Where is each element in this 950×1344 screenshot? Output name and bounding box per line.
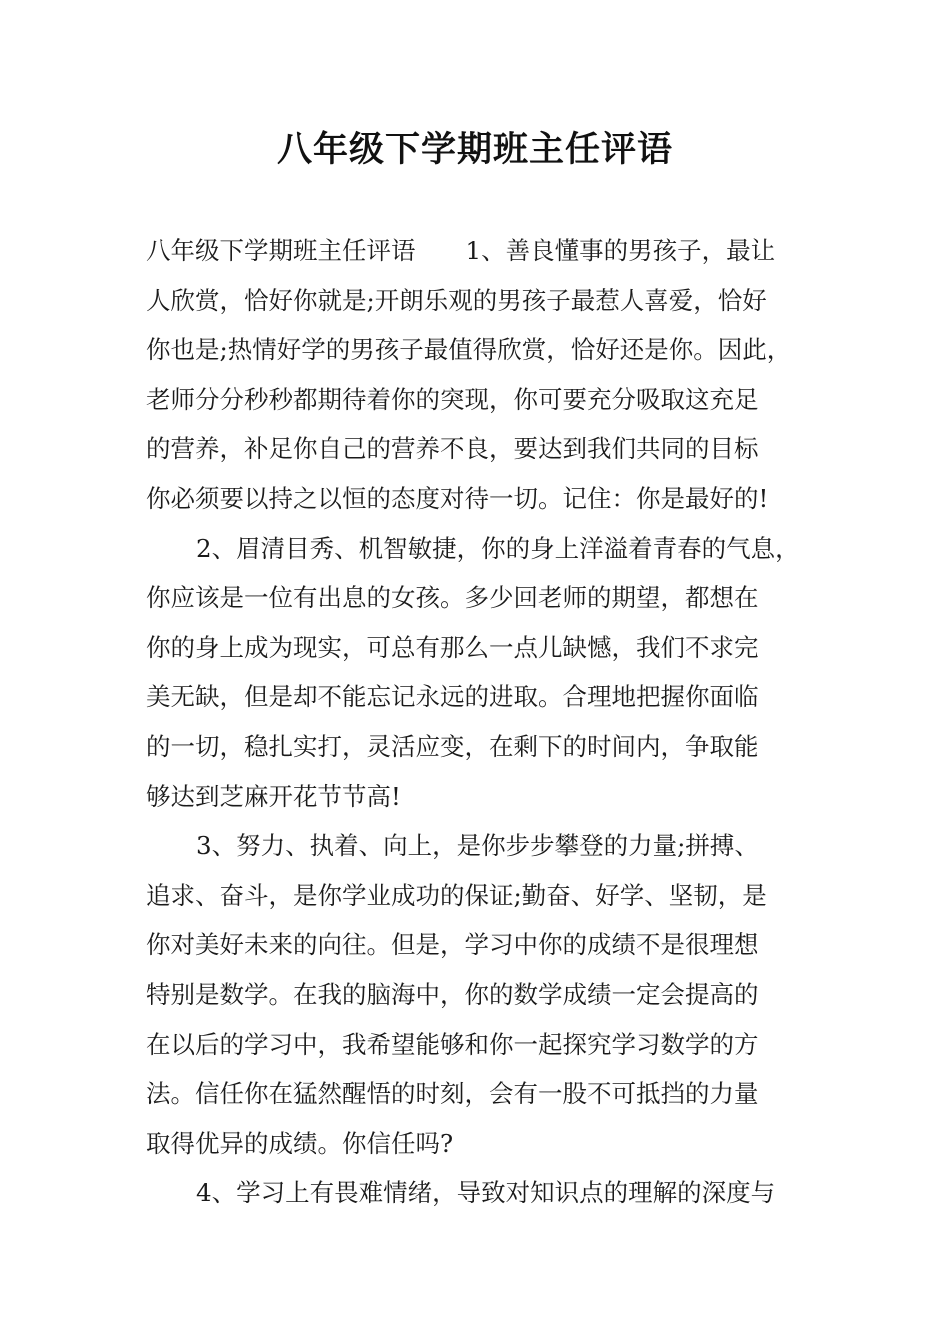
text-line [146, 226, 836, 276]
text-line: 老师分分秒秒都期待着你的突现，你可要充分吸取这充足 [146, 384, 759, 414]
text-line: 你也是;热情好学的男孩子最值得欣赏，恰好还是你。因此， [146, 335, 792, 365]
document-body [146, 226, 836, 1218]
line-text: 1、善良懂事的男孩子，最让 [465, 236, 776, 265]
text-line: 的一切，稳扎实打，灵活应变，在剩下的时间内，争取能 [146, 731, 759, 761]
text-line: 你必须要以持之以恒的态度对待一切。记住：你是最好的! [146, 483, 769, 513]
text-line: 你应该是一位有出息的女孩。多少回老师的期望，都想在 [146, 583, 759, 613]
text-line: 美无缺，但是却不能忘记永远的进取。合理地把握你面临 [146, 682, 759, 712]
text-line: 你对美好未来的向往。但是，学习中你的成绩不是很理想 [146, 930, 759, 960]
text-line: 你的身上成为现实，可总有那么一点儿缺憾，我们不求完 [146, 632, 759, 662]
document-title: 八年级下学期班主任评语 [276, 130, 673, 170]
text-line: 追求、奋斗，是你学业成功的保证;勤奋、好学、坚韧，是 [146, 880, 767, 910]
text-line: 在以后的学习中，我希望能够和你一起探究学习数学的方 [146, 1029, 759, 1059]
text-line: 的营养，补足你自己的营养不良，要达到我们共同的目标 [146, 434, 759, 464]
paragraph-start-line: 3、努力、执着、向上，是你步步攀登的力量;拼搏、 [196, 831, 759, 861]
text-line: 特别是数学。在我的脑海中，你的数学成绩一定会提高的 [146, 979, 759, 1009]
inline-heading: 八年级下学期班主任评语 [146, 236, 416, 265]
text-line: 取得优异的成绩。你信任吗? [146, 1128, 454, 1158]
text-line: 法。信任你在猛然醒悟的时刻，会有一股不可抵挡的力量 [146, 1079, 759, 1109]
paragraph-start-line: 4、学习上有畏难情绪，导致对知识点的理解的深度与 [196, 1178, 776, 1208]
paragraph-start-line: 2、眉清目秀、机智敏捷，你的身上洋溢着青春的气息， [196, 533, 800, 563]
text-line: 够达到芝麻开花节节高! [146, 781, 401, 811]
text-line: 人欣赏，恰好你就是;开朗乐观的男孩子最惹人喜爱，恰好 [146, 285, 767, 315]
